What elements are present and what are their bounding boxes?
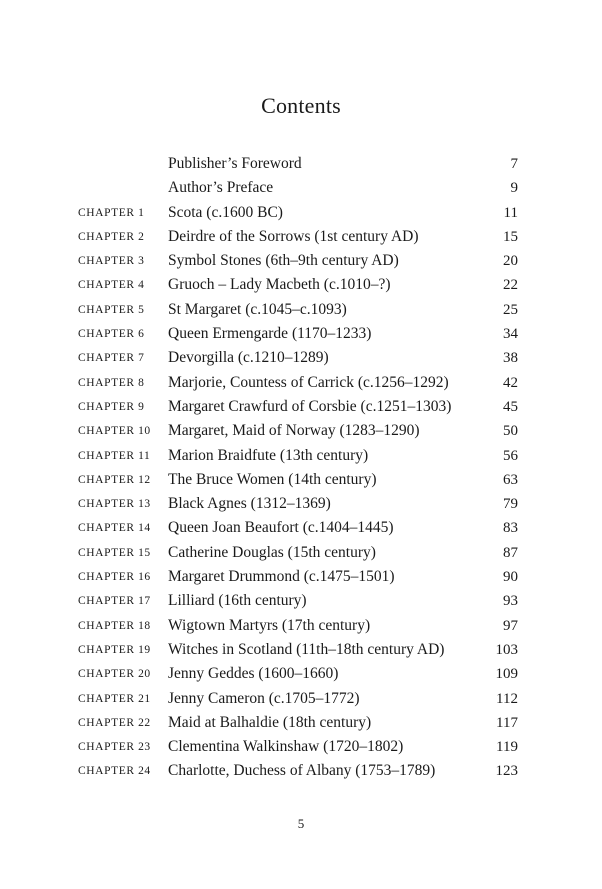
chapter-page-number: 79 xyxy=(503,496,518,513)
chapter-number: CHAPTER 7 xyxy=(78,352,145,365)
toc-entry xyxy=(0,298,602,322)
table-of-contents xyxy=(0,152,602,784)
toc-entry xyxy=(0,614,602,638)
chapter-number: CHAPTER 16 xyxy=(78,571,151,584)
chapter-page-number: 63 xyxy=(503,471,518,488)
chapter-page-number: 42 xyxy=(503,374,518,391)
chapter-page-number: 93 xyxy=(503,593,518,610)
chapter-title: Catherine Douglas (15th century) xyxy=(168,543,376,561)
toc-entry xyxy=(0,225,602,249)
chapter-page-number: 112 xyxy=(496,690,518,707)
chapter-page-number: 25 xyxy=(503,301,518,318)
chapter-title: Witches in Scotland (11th–18th century AD) xyxy=(168,640,445,658)
chapter-page-number: 22 xyxy=(503,277,518,294)
chapter-title: Marjorie, Countess of Carrick (c.1256–1292) xyxy=(168,373,449,391)
chapter-title: Gruoch – Lady Macbeth (c.1010–?) xyxy=(168,276,391,294)
chapter-page-number: 87 xyxy=(503,544,518,561)
toc-entry xyxy=(0,687,602,711)
toc-entry xyxy=(0,711,602,735)
chapter-number: CHAPTER 17 xyxy=(78,595,151,608)
chapter-number: CHAPTER 14 xyxy=(78,522,151,535)
toc-entry xyxy=(0,444,602,468)
chapter-number: CHAPTER 22 xyxy=(78,716,151,729)
toc-entry xyxy=(0,322,602,346)
chapter-title: Publisher’s Foreword xyxy=(168,155,302,172)
chapter-title: Queen Ermengarde (1170–1233) xyxy=(168,325,372,343)
chapter-number: CHAPTER 20 xyxy=(78,668,151,681)
toc-entry xyxy=(0,638,602,662)
toc-entry xyxy=(0,516,602,540)
toc-entry xyxy=(0,249,602,273)
chapter-title: Marion Braidfute (13th century) xyxy=(168,446,369,464)
page-title: Contents xyxy=(261,93,341,118)
chapter-title: Devorgilla (c.1210–1289) xyxy=(168,349,329,367)
chapter-number: CHAPTER 11 xyxy=(78,449,151,462)
chapter-number: CHAPTER 24 xyxy=(78,765,151,778)
chapter-number: CHAPTER 1 xyxy=(78,206,145,219)
chapter-title: Deirdre of the Sorrows (1st century AD) xyxy=(168,227,419,245)
chapter-title: Lilliard (16th century) xyxy=(168,592,307,610)
chapter-title: Scota (c.1600 BC) xyxy=(168,203,283,221)
toc-entry xyxy=(0,419,602,443)
chapter-title: Black Agnes (1312–1369) xyxy=(168,495,331,513)
chapter-page-number: 56 xyxy=(503,447,518,464)
chapter-number: CHAPTER 23 xyxy=(78,741,151,754)
chapter-page-number: 15 xyxy=(503,228,518,245)
toc-entry xyxy=(0,541,602,565)
chapter-page-number: 83 xyxy=(503,520,518,537)
toc-entry xyxy=(0,395,602,419)
chapter-page-number: 45 xyxy=(503,398,518,415)
chapter-page-number: 119 xyxy=(496,739,518,756)
toc-entry xyxy=(0,346,602,370)
chapter-number: CHAPTER 10 xyxy=(78,425,151,438)
chapter-page-number: 20 xyxy=(503,253,518,270)
chapter-title: Clementina Walkinshaw (1720–1802) xyxy=(168,738,404,756)
toc-entry xyxy=(0,468,602,492)
chapter-number: CHAPTER 3 xyxy=(78,255,145,268)
chapter-number: CHAPTER 18 xyxy=(78,619,151,632)
toc-entry xyxy=(0,371,602,395)
chapter-title: Margaret, Maid of Norway (1283–1290) xyxy=(168,422,420,440)
chapter-title: St Margaret (c.1045–c.1093) xyxy=(168,300,347,318)
chapter-title: Symbol Stones (6th–9th century AD) xyxy=(168,252,399,270)
chapter-title: The Bruce Women (14th century) xyxy=(168,470,377,488)
chapter-page-number: 9 xyxy=(510,180,518,197)
page-number: 5 xyxy=(297,816,305,831)
chapter-title: Margaret Drummond (c.1475–1501) xyxy=(168,568,395,586)
chapter-page-number: 117 xyxy=(496,714,518,731)
chapter-title: Charlotte, Duchess of Albany (1753–1789) xyxy=(168,762,436,780)
chapter-title: Maid at Balhaldie (18th century) xyxy=(168,713,372,731)
chapter-title: Jenny Geddes (1600–1660) xyxy=(168,665,339,683)
chapter-page-number: 11 xyxy=(503,204,518,221)
chapter-title: Wigtown Martyrs (17th century) xyxy=(168,616,371,634)
chapter-number: CHAPTER 8 xyxy=(78,376,145,389)
chapter-page-number: 123 xyxy=(495,763,518,780)
chapter-page-number: 90 xyxy=(503,569,518,586)
toc-entry xyxy=(0,759,602,783)
chapter-title: Author’s Preface xyxy=(168,179,274,197)
toc-entry xyxy=(0,176,602,200)
chapter-page-number: 109 xyxy=(495,666,518,683)
chapter-number: CHAPTER 2 xyxy=(78,230,145,243)
chapter-number: CHAPTER 6 xyxy=(78,328,145,341)
toc-entry xyxy=(0,735,602,759)
chapter-number: CHAPTER 13 xyxy=(78,498,151,511)
chapter-number: CHAPTER 21 xyxy=(78,692,151,705)
chapter-number: CHAPTER 19 xyxy=(78,643,151,656)
chapter-title: Jenny Cameron (c.1705–1772) xyxy=(168,689,360,707)
chapter-page-number: 38 xyxy=(503,350,518,367)
chapter-page-number: 50 xyxy=(503,423,518,440)
toc-entry xyxy=(0,565,602,589)
toc-entry xyxy=(0,273,602,297)
chapter-page-number: 34 xyxy=(503,326,518,343)
chapter-number: CHAPTER 9 xyxy=(78,400,145,413)
chapter-number: CHAPTER 12 xyxy=(78,473,151,486)
toc-entry xyxy=(0,152,602,176)
toc-entry xyxy=(0,589,602,613)
chapter-page-number: 7 xyxy=(510,156,518,172)
chapter-number: CHAPTER 15 xyxy=(78,546,151,559)
chapter-title: Margaret Crawfurd of Corsbie (c.1251–1303) xyxy=(168,397,452,415)
chapter-title: Queen Joan Beaufort (c.1404–1445) xyxy=(168,519,394,537)
chapter-number: CHAPTER 5 xyxy=(78,303,145,316)
chapter-page-number: 97 xyxy=(503,617,518,634)
chapter-page-number: 103 xyxy=(495,641,518,658)
toc-entry xyxy=(0,492,602,516)
toc-entry xyxy=(0,201,602,225)
toc-entry xyxy=(0,662,602,686)
chapter-number: CHAPTER 4 xyxy=(78,279,145,292)
